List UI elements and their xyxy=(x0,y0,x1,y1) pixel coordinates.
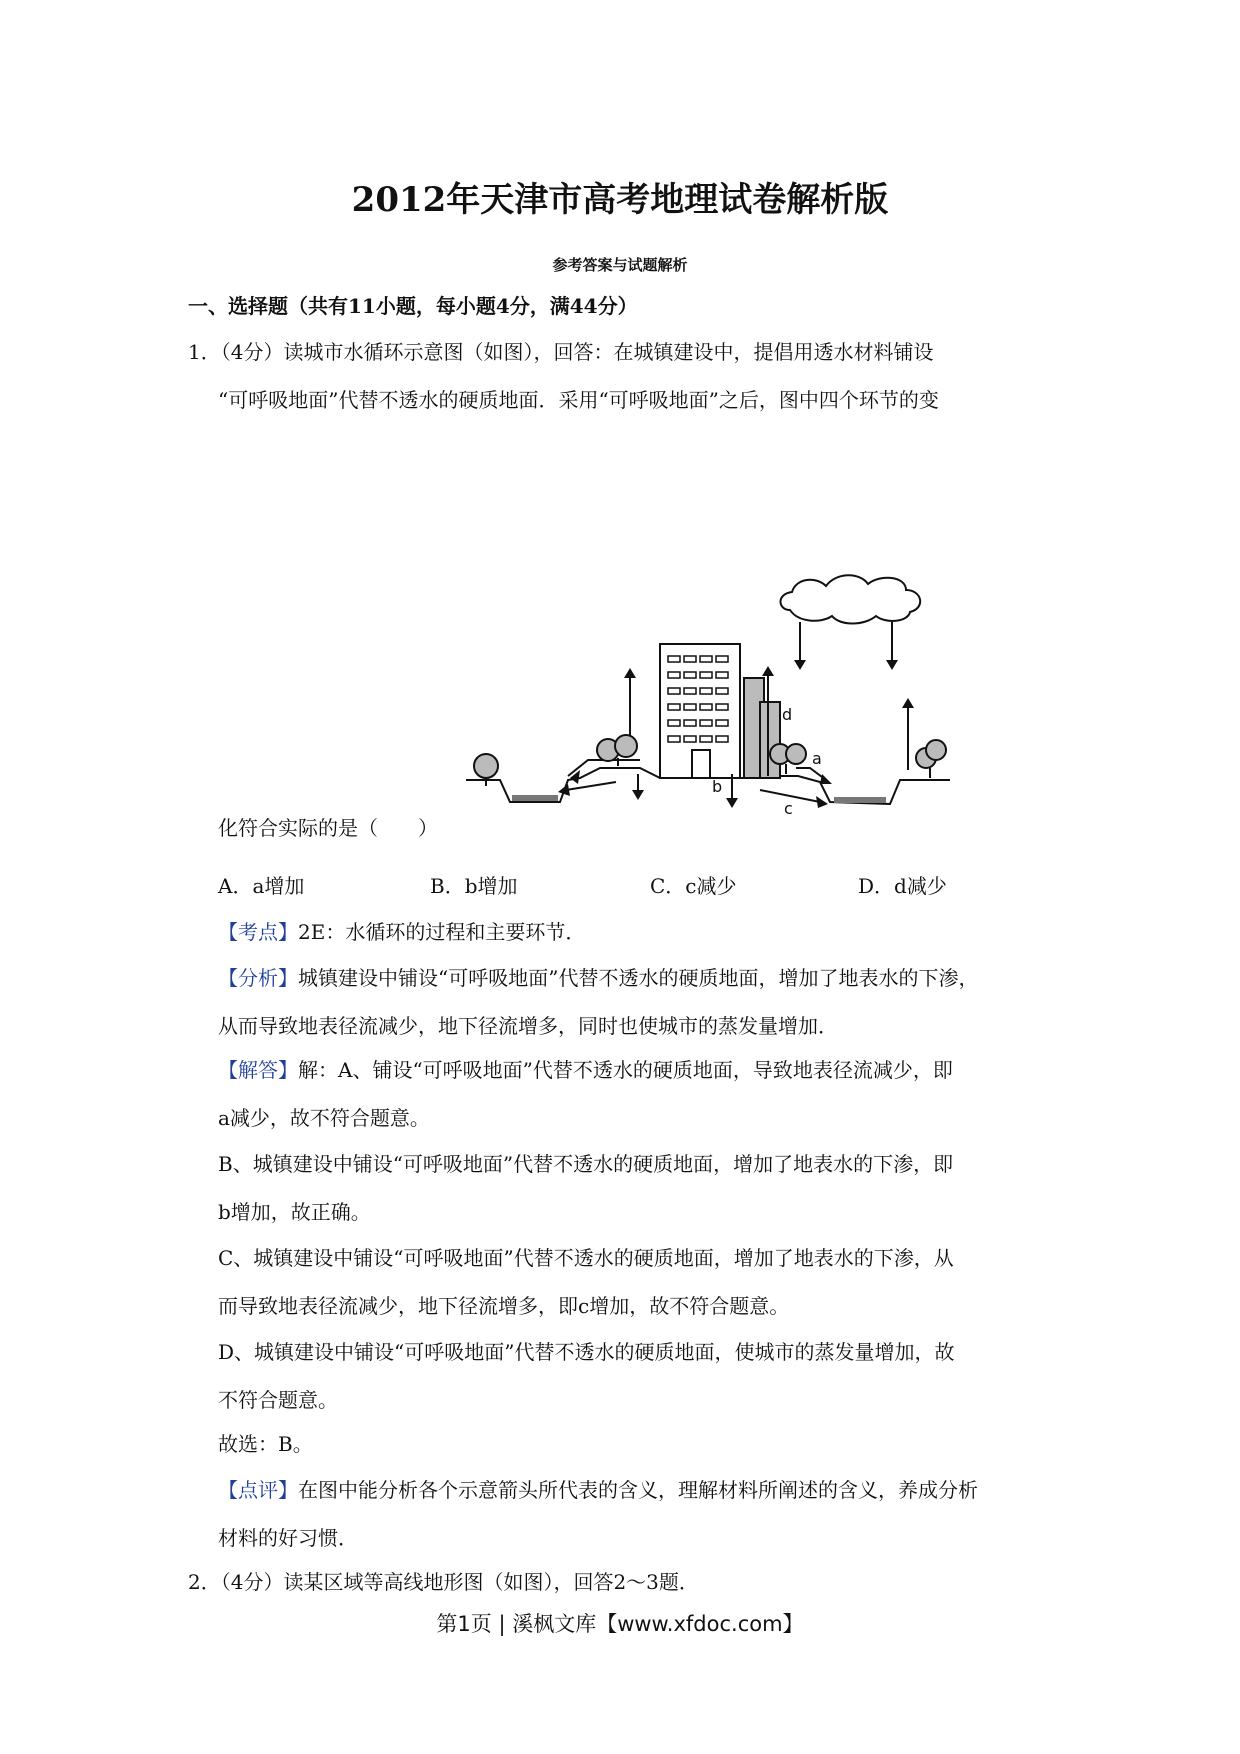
analysis-d-line-2: 不符合题意。 xyxy=(218,1388,338,1412)
dianping-line-1: 在图中能分析各个示意箭头所代表的含义，理解材料所阐述的含义，养成分析 xyxy=(298,1478,978,1502)
analysis-b-line-2: b增加，故正确。 xyxy=(218,1200,371,1224)
label-a: a xyxy=(812,749,822,768)
question-1-line-3: 化符合实际的是（ ） xyxy=(218,816,438,840)
jieda-line-1: 解：A、铺设“可呼吸地面”代替不透水的硬质地面，导致地表径流减少，即 xyxy=(298,1058,953,1082)
question-1-line-2: “可呼吸地面”代替不透水的硬质地面．采用“可呼吸地面”之后，图中四个环节的变 xyxy=(218,388,939,412)
fenxi-block xyxy=(218,962,978,991)
jieda-tag: 【解答】 xyxy=(218,1058,298,1082)
option-d: D．d减少 xyxy=(858,874,947,898)
analysis-c-line-2: 而导致地表径流减少，地下径流增多，即c增加，故不符合题意。 xyxy=(218,1294,790,1318)
option-c: C．c减少 xyxy=(650,874,737,898)
kaodian-text: 2E：水循环的过程和主要环节． xyxy=(298,920,586,944)
kaodian-block xyxy=(218,916,585,945)
fenxi-line-2: 从而导致地表径流减少，地下径流增多，同时也使城市的蒸发量增加． xyxy=(218,1014,838,1038)
option-a: A．a增加 xyxy=(218,874,305,898)
kaodian-tag: 【考点】 xyxy=(218,920,298,944)
option-b: B．b增加 xyxy=(430,874,518,898)
label-d: d xyxy=(782,705,793,724)
label-b: b xyxy=(712,777,723,796)
question-2-line-1: 2．（4分）读某区域等高线地形图（如图），回答2～3题． xyxy=(188,1570,699,1594)
section-heading: 一、选择题（共有11小题，每小题4分，满44分） xyxy=(188,294,638,318)
jieda-block xyxy=(218,1054,953,1083)
fenxi-line-1: 城镇建设中铺设“可呼吸地面”代替不透水的硬质地面，增加了地表水的下渗， xyxy=(298,966,979,990)
answer: 故选：B。 xyxy=(218,1432,313,1456)
question-1-line-1: 1．（4分）读城市水循环示意图（如图），回答：在城镇建设中，提倡用透水材料铺设 xyxy=(188,340,934,364)
analysis-b-line-1: B、城镇建设中铺设“可呼吸地面”代替不透水的硬质地面，增加了地表水的下渗，即 xyxy=(218,1152,954,1176)
page-subtitle: 参考答案与试题解析 xyxy=(552,256,688,274)
page-footer: 第1页 | 溪枫文库【www.xfdoc.com】 xyxy=(436,1612,804,1636)
analysis-d-line-1: D、城镇建设中铺设“可呼吸地面”代替不透水的硬质地面，使城市的蒸发量增加，故 xyxy=(218,1340,955,1364)
page-title: 2012年天津市高考地理试卷解析版 xyxy=(351,180,889,220)
cloud-icon xyxy=(781,575,921,623)
water-cycle-figure xyxy=(460,560,960,830)
jieda-line-2: a减少，故不符合题意。 xyxy=(218,1106,430,1130)
dianping-line-2: 材料的好习惯． xyxy=(218,1526,358,1550)
analysis-c-line-1: C、城镇建设中铺设“可呼吸地面”代替不透水的硬质地面，增加了地表水的下渗，从 xyxy=(218,1246,954,1270)
dianping-tag: 【点评】 xyxy=(218,1478,298,1502)
dianping-block xyxy=(218,1474,978,1503)
fenxi-tag: 【分析】 xyxy=(218,966,298,990)
label-c: c xyxy=(784,799,793,818)
